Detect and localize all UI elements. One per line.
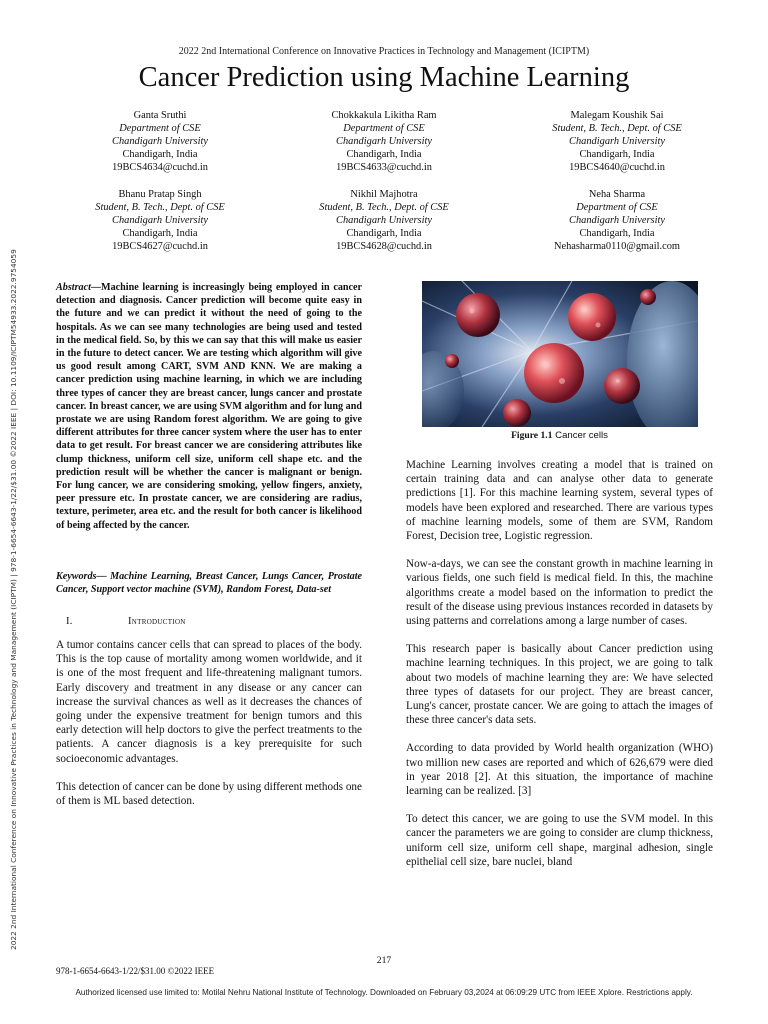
figure-caption-text: Cancer cells (555, 430, 608, 441)
author-email: 19BCS4627@cuchd.in (112, 241, 208, 252)
author-block (274, 109, 494, 174)
section-title: Introduction (128, 616, 186, 627)
author-block (50, 188, 270, 253)
author-location: Chandigarh, India (122, 149, 198, 160)
author-block (507, 109, 727, 174)
figure-label: Figure 1.1 (511, 430, 553, 441)
copyright-line: 978-1-6654-6643-1/22/$31.00 ©2022 IEEE (56, 966, 215, 976)
paragraph: This detection of cancer can be done by using different methods one of them is ML based detection. (56, 780, 362, 808)
conference-header: 2022 2nd International Conference on Innovative Practices in Technology and Management (ICIPTM) (178, 46, 590, 57)
author-affiliation: Student, B. Tech., Dept. of CSE (552, 123, 682, 134)
paragraph: To detect this cancer, we are going to use the SVM model. In this cancer the parameters we are going to consider are clump thickness, uniform cell size, uniform cell shape, marginal adhesion, single epithelial cell size, bare nuclei, bland (406, 813, 713, 868)
abstract-text: Machine learning is increasingly being employed in cancer detection and diagnosis. Cancer prediction will become quite easy in the future and we can predict it without the need of going to the hospitals. As we can see many technologies are being used and tested in the medical field. So, by this we can say that this will make us easier in the future to detect cancer. We are testing which algorithm will give us good result among CART, SVM AND KNN. We are making a cancer prediction using machine learning, in which we are including three types of cancer they are breast cancer, lungs cancer and prostate cancer. In breast cancer, we are using SVM algorithm and for lung and prostate we are using Random forest algorithm. We are going to give different attributes for three cancer system where the user has to enter data to get result. For breast cancer we are considering attributes like clump thickness, uniform cell size, uniform cell shape etc. and the prediction result will be whether the cancer is malignant or benign. For lung cancer, we are considering smoking, yellow fingers, anxiety, peer pressure etc. In prostate cancer, we are considering are radius, texture, perimeter, area etc. and the result for both cancer is likelihood of being affected by the cancer. (56, 282, 362, 531)
abstract-label: Abstract (56, 282, 91, 293)
author-university: Chandigarh University (336, 136, 432, 147)
author-name: Ganta Sruthi (133, 110, 187, 121)
author-block (274, 188, 494, 253)
author-block (50, 109, 270, 174)
author-email: 19BCS4628@cuchd.in (336, 241, 432, 252)
author-name: Neha Sharma (588, 189, 646, 200)
author-name: Bhanu Pratap Singh (118, 189, 202, 200)
author-university: Chandigarh University (569, 136, 665, 147)
paragraph: Machine Learning involves creating a model that is trained on certain training data and can analyse other data to generate predictions [1]. For this machine learning system, several types of models have been explored and researched. There are various types of machine learning models, some of them are SVM, Random Forest, Decision tree, Logistic regression. (406, 459, 713, 543)
author-name: Malegam Koushik Sai (570, 110, 664, 121)
figure-caption (406, 430, 713, 441)
author-name: Chokkakula Likitha Ram (331, 110, 437, 121)
author-location: Chandigarh, India (579, 228, 655, 239)
section-number: I. (66, 616, 73, 627)
paper-title: Cancer Prediction using Machine Learning (138, 62, 630, 93)
keywords: Keywords— Machine Learning, Breast Cancer, Lungs Cancer, Prostate Cancer, Support vector machine (SVM), Random Forest, Data-set (56, 571, 362, 596)
paragraph: A tumor contains cancer cells that can spread to places of the body. This is the top cause of mortality among women worldwide, and it is one of the most frequent and life-threatening malignant tumors. Early discovery and treatment in any disease or any cancer can increase the survival chances as well as it decreases the chances of going under the expensive treatment for benign tumors and this early detection will help doctors to give the perfect treatments to the patients. A cancer diagnosis is a key prerequisite for such socioeconomic advantages. (56, 639, 362, 765)
author-affiliation: Student, B. Tech., Dept. of CSE (319, 202, 449, 213)
abstract-dash: — (90, 282, 102, 293)
author-affiliation: Department of CSE (343, 123, 425, 134)
author-email: 19BCS4633@cuchd.in (336, 162, 432, 173)
author-name: Nikhil Majhotra (350, 189, 418, 200)
license-notice: Authorized licensed use limited to: Motilal Nehru National Institute of Technology. Downloaded on February 03,2024 at 06:09:29 UTC from IEEE Xplore. Restrictions apply. (75, 988, 693, 997)
author-location: Chandigarh, India (122, 228, 198, 239)
author-location: Chandigarh, India (346, 149, 422, 160)
author-location: Chandigarh, India (346, 228, 422, 239)
intro-body (56, 638, 362, 822)
author-affiliation: Department of CSE (119, 123, 201, 134)
author-email: 19BCS4640@cuchd.in (569, 162, 665, 173)
page-number: 217 (376, 955, 392, 966)
side-metadata-strip: 2022 2nd International Conference on Innovative Practices in Technology and Management (ICIPTM) | 978-1-6654-6643-1/22/$31.00 ©2022 IEEE | DOI: 10.1109/ICIPTM54933.2022.9754059 (9, 249, 18, 950)
author-email: Nehasharma0110@gmail.com (553, 241, 681, 252)
author-block (507, 188, 727, 253)
author-affiliation: Department of CSE (576, 202, 658, 213)
paragraph: This research paper is basically about Cancer prediction using machine learning techniques. In this project, we are going to talk about two models of machine learning they are: We have selected three types of datasets for our project. They are breast cancer, Lung's cancer, prostate cancer. We are going to attach the images of these three cancer's data sets. (406, 643, 713, 727)
author-email: 19BCS4634@cuchd.in (112, 162, 208, 173)
author-university: Chandigarh University (112, 136, 208, 147)
paragraph: Now-a-days, we can see the constant growth in machine learning in various fields, one such field is medical field. In this, the machine algorithms create a model based on the information to predict the result of the disease using previous instances recorded in datasets by using patterns and correlations among a large number of cases. (406, 558, 713, 628)
author-university: Chandigarh University (336, 215, 432, 226)
author-university: Chandigarh University (569, 215, 665, 226)
paragraph: According to data provided by World health organization (WHO) two million new cases are reported and which of 626,679 were died in year 2018 [2]. At this situation, the importance of machine learning can be realized. [3] (406, 742, 713, 798)
cancer-cells-figure (422, 281, 698, 427)
author-location: Chandigarh, India (579, 149, 655, 160)
abstract (56, 281, 362, 532)
author-university: Chandigarh University (112, 215, 208, 226)
cancer-cells-image (422, 281, 698, 427)
author-affiliation: Student, B. Tech., Dept. of CSE (95, 202, 225, 213)
right-column-body (406, 458, 713, 883)
section-heading (66, 616, 186, 627)
